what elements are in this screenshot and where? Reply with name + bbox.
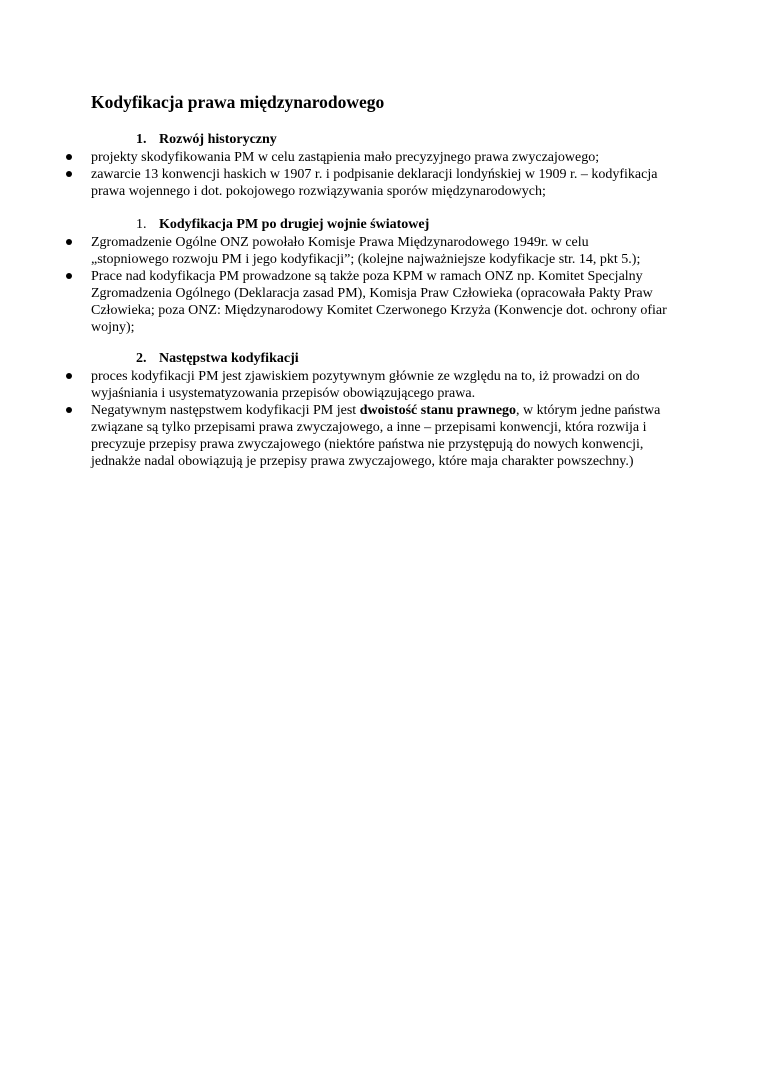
section-number: 2.	[136, 351, 147, 366]
list-item: zawarcie 13 konwencji haskich w 1907 r. i podpisanie deklaracji londyńskiej w 1909 r. – kodyfikacja prawa wojennego i dot. pokojowego rozwiązywania sporów międzynarodowych;	[0, 166, 760, 200]
section-number: 1.	[136, 132, 147, 147]
bullet-icon	[66, 407, 72, 413]
list-item: proces kodyfikacji PM jest zjawiskiem pozytywnym głównie ze względu na to, iż prowadzi on do wyjaśniania i usystematyzowania przepisów obowiązującego prawa.	[0, 368, 760, 402]
document-title: Kodyfikacja prawa międzynarodowego	[91, 92, 385, 112]
list-item: Prace nad kodyfikacja PM prowadzone są także poza KPM w ramach ONZ np. Komitet Specjalny Zgromadzenia Ogólnego (Deklaracja zasad PM), Komisja Praw Człowieka (opracowała Pakty Praw Człowieka; poza ONZ: Międzynarodowy Komitet Czerwonego Krzyża (Konwencje dot. ochrony ofiar wojny);	[0, 268, 760, 336]
bullet-icon	[66, 154, 72, 160]
list-item: Negatywnym następstwem kodyfikacji PM jest dwoistość stanu prawnego, w którym jedne państwa związane są tylko przepisami prawa zwyczajowego, a inne – przepisami konwencji, która rozwija i precyzuje przepisy prawa zwyczajowego (niektóre państwa nie przystępują do nowych konwencji, jednakże nadal obowiązują je przepisy prawa zwyczajowego, które maja charakter powszechny.)	[0, 402, 760, 470]
bullet-list	[0, 234, 760, 336]
section-consequences	[0, 350, 760, 470]
emphasis-text: dwoistość stanu prawnego	[359, 403, 517, 418]
section-title: Następstwa kodyfikacji	[159, 351, 299, 366]
section-title: Rozwój historyczny	[159, 132, 277, 147]
section-post-war-codification	[0, 216, 760, 336]
list-item: projekty skodyfikowania PM w celu zastąpienia mało precyzyjnego prawa zwyczajowego;	[0, 149, 760, 166]
bullet-list	[0, 149, 760, 200]
section-history	[0, 131, 760, 200]
list-item: Zgromadzenie Ogólne ONZ powołało Komisje Prawa Międzynarodowego 1949r. w celu „stopniowego rozwoju PM i jego kodyfikacji”; (kolejne najważniejsze kodyfikacje str. 14, pkt 5.);	[0, 234, 760, 268]
section-title: Kodyfikacja PM po drugiej wojnie światowej	[159, 217, 430, 232]
bullet-icon	[66, 239, 72, 245]
bullet-icon	[66, 373, 72, 379]
section-heading	[0, 131, 760, 149]
bullet-icon	[66, 273, 72, 279]
bullet-list	[0, 368, 760, 470]
section-heading	[0, 216, 760, 234]
section-number: 1.	[136, 217, 147, 232]
bullet-icon	[66, 171, 72, 177]
section-heading	[0, 350, 760, 368]
